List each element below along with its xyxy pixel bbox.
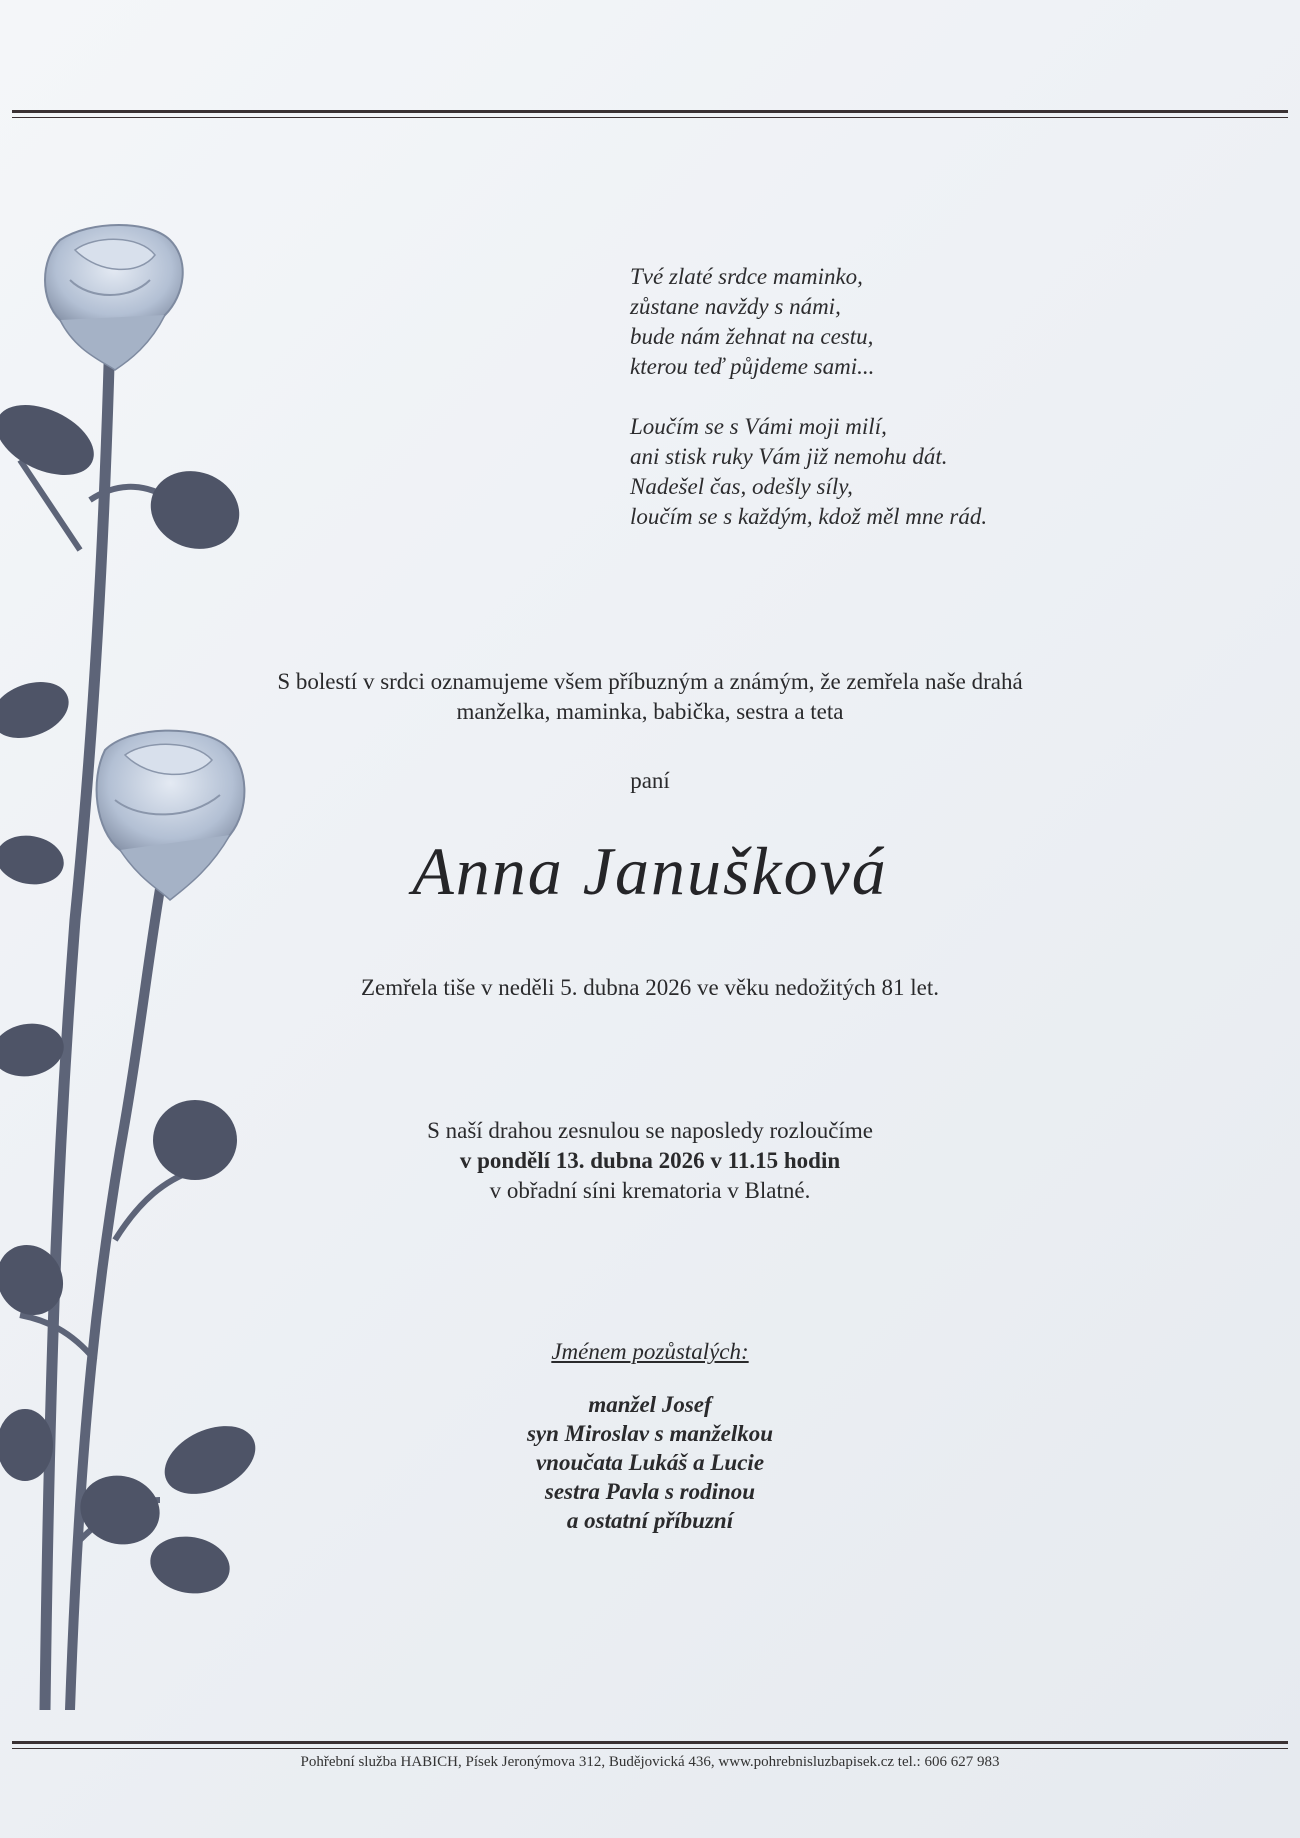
- poem-line: kterou teď půjdeme sami...: [630, 354, 875, 379]
- poem-stanza-2: [630, 412, 1150, 532]
- ceremony-date: v pondělí 13. dubna 2026 v 11.15 hodin: [459, 1148, 841, 1173]
- poem-line: Nadešel čas, odešly síly,: [630, 474, 853, 499]
- poem-line: Tvé zlaté srdce maminko,: [630, 264, 863, 289]
- funeral-service-footer: Pohřební služba HABICH, Písek Jeronýmova 312, Budějovická 436, www.pohrebnisluzbapisek.cz tel.: 606 627 983: [300, 1754, 1000, 1770]
- mourner: syn Miroslav s manželkou: [526, 1421, 773, 1446]
- mourners-list: [400, 1390, 900, 1535]
- rose-bloom-top: [45, 225, 183, 370]
- death-info: Zemřela tiše v neděli 5. dubna 2026 ve věku nedožitých 81 let.: [360, 975, 940, 1000]
- deceased-name: Anna Janušková: [412, 833, 888, 909]
- poem-line: loučím se s každým, kdož měl mne rád.: [630, 504, 988, 529]
- announcement-line: manželka, maminka, babička, sestra a teta: [456, 699, 844, 724]
- ceremony-line: S naší drahou zesnulou se naposledy rozloučíme: [427, 1118, 873, 1143]
- mourner: a ostatní příbuzní: [566, 1508, 734, 1533]
- bottom-border-thick: [12, 1741, 1288, 1744]
- stem-second: [70, 860, 165, 1710]
- mourner: sestra Pavla s rodinou: [544, 1479, 756, 1504]
- top-border-thick: [12, 110, 1288, 113]
- ceremony-info: [250, 1116, 1050, 1206]
- honorific: paní: [630, 768, 670, 793]
- poem-line: zůstane navždy s námi,: [630, 294, 841, 319]
- announcement: [180, 667, 1120, 727]
- top-border-thin: [12, 117, 1288, 118]
- rose-illustration: [0, 220, 300, 1710]
- mourner: manžel Josef: [588, 1392, 712, 1417]
- mourners-heading: Jménem pozůstalých:: [551, 1339, 749, 1364]
- ceremony-place: v obřadní síni krematoria v Blatné.: [489, 1178, 811, 1203]
- poem-stanza-1: [630, 262, 1150, 382]
- rose-bloom-lower: [97, 731, 245, 900]
- poem-line: bude nám žehnat na cestu,: [630, 324, 874, 349]
- poem-line: ani stisk ruky Vám již nemohu dát.: [630, 444, 948, 469]
- poem: [630, 262, 1150, 562]
- poem-line: Loučím se s Vámi moji milí,: [630, 414, 887, 439]
- announcement-line: S bolestí v srdci oznamujeme všem příbuzným a známým, že zemřela naše drahá: [277, 669, 1023, 694]
- bottom-border-thin: [12, 1748, 1288, 1749]
- mourner: vnoučata Lukáš a Lucie: [535, 1450, 765, 1475]
